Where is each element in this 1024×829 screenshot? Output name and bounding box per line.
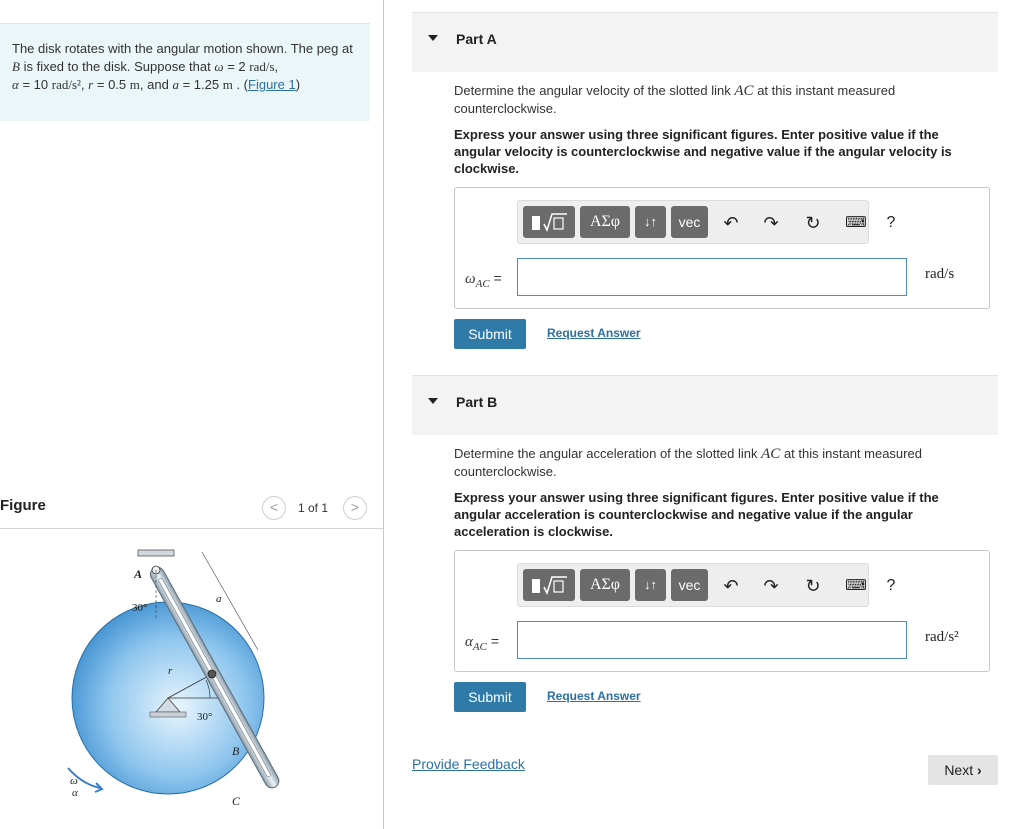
part-b-unit: rad/s² — [925, 629, 959, 645]
figure-link[interactable]: Figure 1 — [248, 77, 296, 92]
part-b-title: Part B — [456, 394, 498, 410]
label-alpha: α — [72, 787, 78, 799]
vec-button[interactable]: vec — [671, 206, 708, 238]
math-toolbar — [517, 563, 896, 607]
part-b-request-answer-link[interactable]: Request Answer — [547, 689, 641, 703]
variable-subscript: AC — [472, 640, 487, 653]
alpha-value: = 10 — [22, 77, 49, 92]
question-text: Determine the angular velocity of the slotted link — [454, 83, 731, 98]
pager-prev-button[interactable]: < — [262, 496, 286, 520]
part-a-request-answer-link[interactable]: Request Answer — [547, 326, 641, 340]
provide-feedback-link[interactable]: Provide Feedback — [412, 756, 525, 772]
alpha-unit: rad/s² — [51, 77, 81, 92]
next-label: Next — [944, 762, 974, 778]
r-value: = 0.5 — [96, 77, 127, 92]
label-angle-bottom: 30° — [197, 711, 213, 723]
label-angle-top: 30° — [132, 602, 148, 614]
peg-b — [208, 670, 216, 678]
separator: , and — [139, 77, 169, 92]
a-unit: m — [222, 77, 233, 92]
variable-subscript: AC — [475, 277, 490, 290]
part-b-instruction: Express your answer using three significant figures. Enter positive value if the angular acceleration is counterclockwise and negative value if the angular acceleration is clockwise. — [454, 490, 939, 539]
part-a-unit: rad/s — [925, 266, 955, 282]
redo-icon[interactable]: ↷ — [763, 576, 779, 596]
keyboard-icon[interactable]: ⌨ — [845, 577, 867, 594]
question-var: AC — [761, 446, 781, 462]
figure-image — [60, 540, 360, 820]
label-dim-a: a — [216, 593, 222, 605]
alpha-symbol: α — [12, 77, 19, 92]
center-base — [150, 712, 186, 717]
part-a-title: Part A — [456, 31, 497, 47]
help-button[interactable]: ? — [886, 214, 896, 231]
part-b-submit-button[interactable]: Submit — [454, 682, 526, 712]
label-a: A — [134, 567, 143, 581]
right-panel — [384, 0, 1024, 829]
omega-symbol: ω — [465, 271, 476, 287]
part-a-submit-button[interactable]: Submit — [454, 319, 526, 349]
pager-next-button[interactable]: > — [343, 496, 367, 520]
question-text: at this instant measured counterclockwise. — [454, 446, 922, 479]
alpha-symbol: α — [465, 634, 473, 650]
problem-text: is fixed to the disk. Suppose that — [23, 59, 211, 74]
greek-symbols-button[interactable]: ΑΣφ — [580, 569, 630, 601]
equals-sign: = — [490, 633, 500, 649]
part-b-answer-input[interactable] — [517, 621, 907, 659]
part-a-answer-box — [454, 187, 990, 309]
greek-symbols-button[interactable]: ΑΣφ — [580, 206, 630, 238]
undo-icon[interactable]: ↶ — [723, 213, 739, 233]
part-b-answer-box — [454, 550, 990, 672]
separator: , — [274, 59, 279, 74]
equals-sign: = — [493, 270, 502, 286]
collapse-triangle-icon[interactable] — [428, 35, 438, 41]
part-a-instruction: Express your answer using three significant figures. Enter positive value if the angular velocity is counterclockwise and negative value if the angular velocity is clockwise. — [454, 127, 952, 176]
sort-button[interactable]: ↓↑ — [635, 569, 666, 601]
part-b-variable-label — [465, 633, 499, 653]
question-var: AC — [734, 83, 754, 99]
separator: ) — [295, 77, 301, 92]
support-a — [138, 550, 174, 556]
omega-value: = 2 — [227, 59, 246, 74]
question-text: at this instant measured counterclockwise. — [454, 83, 896, 116]
part-a-header[interactable] — [412, 12, 998, 72]
a-symbol: a — [172, 77, 179, 92]
problem-var-b: B — [12, 59, 20, 74]
reset-icon[interactable]: ↻ — [805, 213, 821, 233]
reset-icon[interactable]: ↻ — [805, 576, 821, 596]
next-button[interactable] — [928, 755, 998, 785]
figure-header — [0, 492, 383, 529]
question-text: Determine the angular acceleration of the slotted link — [454, 446, 758, 461]
r-unit: m — [129, 77, 140, 92]
problem-statement — [0, 23, 370, 121]
undo-icon[interactable]: ↶ — [723, 576, 739, 596]
label-b: B — [232, 744, 240, 758]
keyboard-icon[interactable]: ⌨ — [845, 214, 867, 231]
r-symbol: r — [88, 77, 94, 92]
omega-unit: rad/s — [249, 59, 275, 74]
sort-button[interactable]: ↓↑ — [635, 206, 666, 238]
disk-linkage-diagram — [60, 540, 360, 820]
figure-title: Figure — [0, 497, 46, 514]
pager-label: 1 of 1 — [298, 501, 329, 515]
label-c: C — [232, 794, 241, 808]
chevron-right-icon: › — [977, 762, 982, 778]
template-sqrt-icon[interactable] — [523, 206, 575, 238]
part-b-question — [454, 445, 984, 480]
part-a-variable-label — [465, 270, 502, 290]
separator: . ( — [236, 77, 249, 92]
left-panel — [0, 0, 384, 829]
omega-symbol: ω — [214, 59, 224, 74]
separator: , — [80, 77, 85, 92]
help-button[interactable]: ? — [886, 577, 896, 594]
label-r: r — [168, 665, 173, 677]
part-b-header[interactable] — [412, 375, 998, 435]
collapse-triangle-icon[interactable] — [428, 398, 438, 404]
part-a-question — [454, 82, 984, 117]
part-a-answer-input[interactable] — [517, 258, 907, 296]
a-value: = 1.25 — [182, 77, 220, 92]
redo-icon[interactable]: ↷ — [763, 213, 779, 233]
template-sqrt-icon[interactable] — [523, 569, 575, 601]
problem-text: The disk rotates with the angular motion shown. The peg at — [12, 41, 353, 56]
vec-button[interactable]: vec — [671, 569, 708, 601]
math-toolbar — [517, 200, 896, 244]
label-omega: ω — [70, 775, 78, 787]
